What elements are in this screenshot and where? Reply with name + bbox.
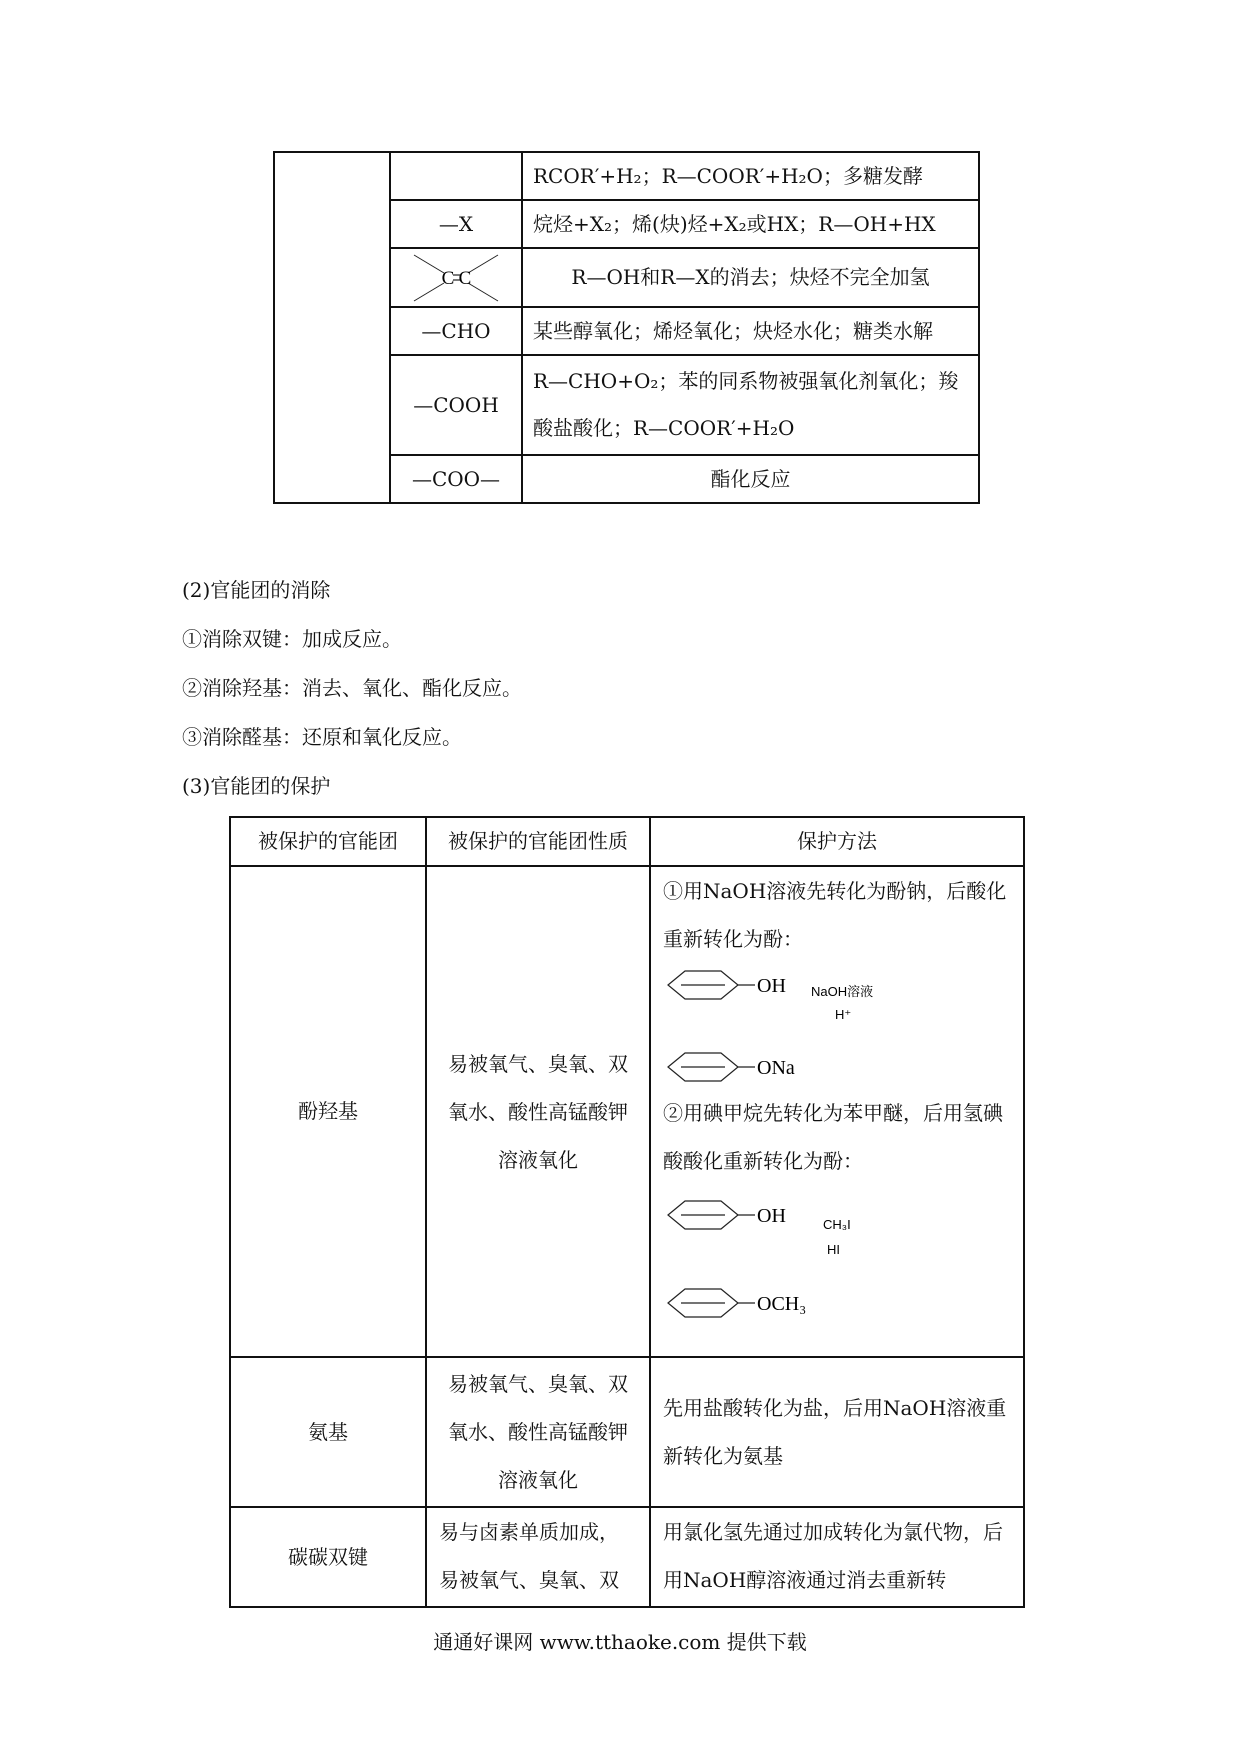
section2-item: ②消除羟基：消去、氧化、酯化反应。 [182, 676, 522, 700]
page-footer: 通通好课网 www.tthaoke.com 提供下载 [433, 1630, 807, 1654]
method-cell [650, 866, 1024, 1357]
method-cell: 用氯化氢先通过加成转化为氯代物，后用NaOH醇溶液通过消去重新转 [650, 1507, 1024, 1607]
table1-reaction-cell: 某些醇氧化；烯烃氧化；炔烃水化；糖类水解 [522, 307, 979, 355]
group-cell: 氨基 [230, 1357, 426, 1507]
phenol-to-phenoxide-reaction [663, 967, 903, 1085]
header-cell: 被保护的官能团 [230, 817, 426, 866]
reactant-group: OH [757, 975, 786, 997]
group-cell: 碳碳双键 [230, 1507, 426, 1607]
table1-group-cell [390, 152, 522, 200]
table1-reaction-cell: RCOR′+H₂；R—COOR′+H₂O；多糖发酵 [522, 152, 979, 200]
header-cell: 保护方法 [650, 817, 1024, 866]
table1-reaction-cell: R—CHO+O₂；苯的同系物被强氧化剂氧化；羧酸盐酸化；R—COOR′+H₂O [522, 355, 979, 455]
reagent-label: NaOH溶液 [811, 984, 874, 999]
section3-title: (3)官能团的保护 [182, 774, 331, 798]
method-cell: 先用盐酸转化为盐，后用NaOH溶液重新转化为氨基 [650, 1357, 1024, 1507]
reagent-label: CH₃I [823, 1217, 851, 1232]
reagent-label: H⁺ [835, 1007, 852, 1022]
phenol-to-anisole-reaction [663, 1189, 903, 1323]
table1-group-cell: —COOH [390, 355, 522, 455]
method-text: ①用NaOH溶液先转化为酚钠，后酸化重新转化为酚： [663, 879, 1007, 951]
table1-group-cell: —CHO [390, 307, 522, 355]
property-cell: 易被氧气、臭氧、双氧水、酸性高锰酸钾溶液氧化 [426, 866, 650, 1357]
table1-group-cell: —COO— [390, 455, 522, 503]
svg-text:C: C [441, 267, 455, 289]
carbon-carbon-double-bond-icon [406, 251, 506, 305]
benzene-ring-icon [668, 1289, 738, 1317]
benzene-ring-icon [668, 1053, 738, 1081]
svg-text:C: C [458, 267, 472, 289]
property-cell: 易与卤素单质加成，易被氧气、臭氧、双 [426, 1507, 650, 1607]
section2-item: ③消除醛基：还原和氧化反应。 [182, 725, 462, 749]
section2-item: ①消除双键：加成反应。 [182, 627, 402, 651]
table1-reaction-cell: 酯化反应 [522, 455, 979, 503]
product-group: OCH₃ [757, 1293, 807, 1315]
product-group: ONa [757, 1057, 795, 1079]
protection-table [229, 816, 1025, 1608]
table1-blank-cell [274, 152, 390, 503]
table1-reaction-cell: 烷烃+X₂；烯(炔)烃+X₂或HX；R—OH+HX [522, 200, 979, 248]
property-cell: 易被氧气、臭氧、双氧水、酸性高锰酸钾溶液氧化 [426, 1357, 650, 1507]
reagent-label: HI [827, 1242, 840, 1257]
table1-group-cell: —X [390, 200, 522, 248]
table1-group-cell-alkene [390, 248, 522, 307]
section2-title: (2)官能团的消除 [182, 578, 331, 602]
method-text: ②用碘甲烷先转化为苯甲醚，后用氢碘酸酸化重新转化为酚： [663, 1101, 1003, 1173]
benzene-ring-icon [668, 971, 738, 999]
reactant-group: OH [757, 1205, 786, 1227]
reaction-table [273, 151, 980, 504]
benzene-ring-icon [668, 1201, 738, 1229]
table1-reaction-cell: R—OH和R—X的消去；炔烃不完全加氢 [522, 248, 979, 307]
header-cell: 被保护的官能团性质 [426, 817, 650, 866]
group-cell: 酚羟基 [230, 866, 426, 1357]
